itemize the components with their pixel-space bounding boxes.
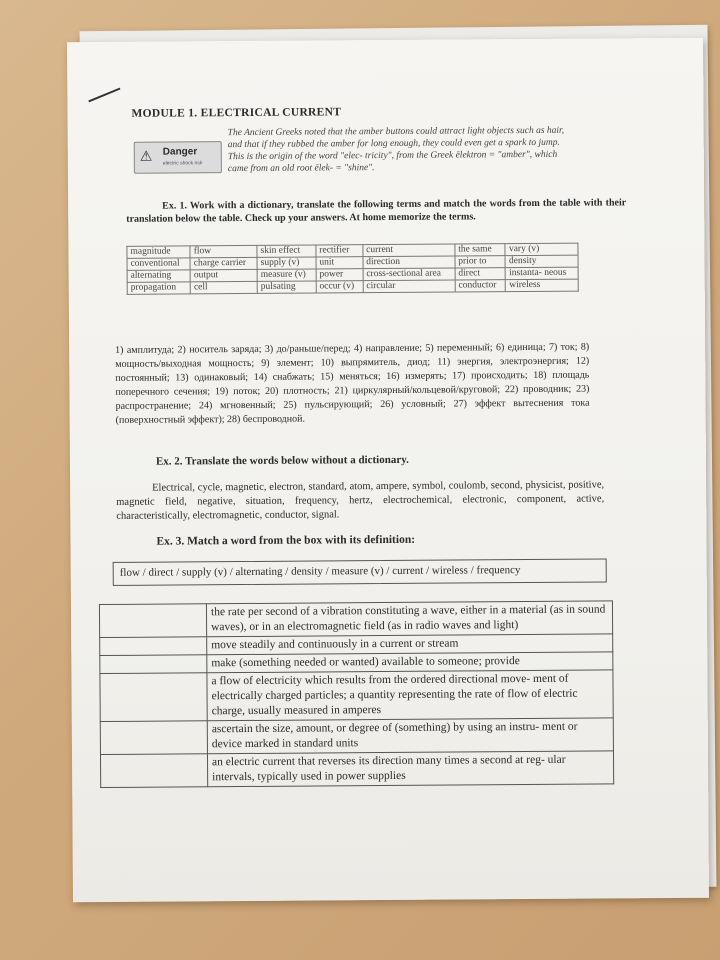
table-cell: conventional xyxy=(127,258,190,270)
definition-cell: move steadily and continuously in a current or stream xyxy=(207,634,613,655)
table-cell: magnitude xyxy=(127,246,190,258)
warning-triangle-icon: ⚠ xyxy=(139,149,153,165)
worksheet-page xyxy=(67,38,709,902)
table-row xyxy=(99,601,612,638)
table-cell: cell xyxy=(190,281,257,293)
table-cell: flow xyxy=(190,245,257,257)
answer-cell xyxy=(100,754,207,788)
table-cell: vary (v) xyxy=(505,243,578,256)
table-cell: unit xyxy=(316,257,363,269)
table-cell: output xyxy=(190,269,257,281)
table-cell: rectifier xyxy=(316,245,363,257)
pen-mark xyxy=(88,88,120,103)
table-cell: direct xyxy=(455,268,506,280)
exercise-2-title: Ex. 2. Translate the words below without a dictionary. xyxy=(155,453,409,468)
table-cell: current xyxy=(363,244,455,257)
table-cell: charge carrier xyxy=(190,257,257,269)
terms-table xyxy=(126,243,578,295)
definition-cell: a flow of electricity which results from the ordered directional move- ment of electrically charged particles; a quantity representing the rate of flow of electric charge, usually measured in amperes xyxy=(207,670,613,721)
exercise-1-lead: Ex. 1. Work with a dictionary, translate the following terms and match the words xyxy=(162,198,516,212)
danger-sign xyxy=(134,141,222,174)
table-cell: instanta- neous xyxy=(506,267,579,280)
table-row xyxy=(100,670,613,722)
answer-cell xyxy=(100,673,207,722)
table-cell: wireless xyxy=(506,279,579,292)
table-cell: conductor xyxy=(455,280,506,292)
table-row xyxy=(127,279,578,294)
danger-sublabel: electric shock risk xyxy=(162,160,203,167)
table-cell: occur (v) xyxy=(316,281,363,293)
exercise-1-rest: from the table with their translation below the table. Check up your answers. At home memorize the terms. xyxy=(126,197,627,225)
table-cell: density xyxy=(505,255,578,268)
table-cell: circular xyxy=(363,280,455,293)
exercise-1-instructions xyxy=(126,196,626,225)
table-row xyxy=(100,751,613,788)
word-box: flow / direct / supply (v) / alternating / density / measure (v) / current / wireless / frequency xyxy=(113,558,607,585)
module-title: MODULE 1. ELECTRICAL CURRENT xyxy=(131,106,342,120)
exercise-2-text: Electrical, cycle, magnetic, electron, standard, atom, ampere, symbol, coulomb, second, physicist, positive, magnetic field, negative, situation, frequency, hertz, electrochemical, electronic, component, active, characteristically, electromagnetic, conductor, signal. xyxy=(116,479,605,522)
answer-cell xyxy=(99,604,206,638)
table-cell: pulsating xyxy=(257,281,316,293)
table-cell: supply (v) xyxy=(257,257,316,269)
definitions-table xyxy=(99,600,614,788)
definition-cell: make (something needed or wanted) available to someone; provide xyxy=(207,652,613,673)
table-cell: propagation xyxy=(127,282,190,294)
table-cell: skin effect xyxy=(257,245,316,257)
table-cell: measure (v) xyxy=(257,269,316,281)
answer-cell xyxy=(100,655,207,674)
table-row xyxy=(100,718,613,755)
table-cell: prior to xyxy=(455,256,506,268)
definition-cell: ascertain the size, amount, or degree of (something) by using an instru- ment or device marked in standard units xyxy=(207,718,613,754)
table-cell: the same xyxy=(455,244,506,256)
definition-cell: an electric current that reverses its direction many times a second at reg- ular intervals, typically used in power supplies xyxy=(207,751,613,787)
table-cell: cross-sectional area xyxy=(363,268,455,281)
definition-cell: the rate per second of a vibration constituting a wave, either in a material (as in sound waves), or in an electromagnetic field (as in radio waves and light) xyxy=(206,601,612,637)
exercise-3-title: Ex. 3. Match a word from the box with its definition: xyxy=(156,533,416,548)
table-cell: direction xyxy=(363,256,455,269)
answer-cell xyxy=(100,721,207,755)
table-cell: power xyxy=(316,269,363,281)
russian-translations: 1) амплитуда; 2) носитель заряда; 3) до/раньше/перед; 4) направление; 5) переменный; 6) единица; 7) ток; 8) мощность/выходная мощность; 9) элемент; 10) выпрямитель, диод; 11) энергия, электроэнергия; 12) постоянный; 13) одинаковый; 14) снабжать; 15) меняться; 16) измерять; 17) происходить; 18) площадь поперечного сечения; 19) поток; 20) плотность; 21) циркулярный/кольцевой/круговой; 22) проводник; 23) распространение; 24) мгновенный; 25) пульсирующий; 26) условный; 27) эффект вытеснения тока (поверхностный эффект); 28) беспроводной. xyxy=(115,341,590,426)
answer-cell xyxy=(100,637,207,656)
danger-label: Danger xyxy=(162,146,198,158)
intro-text: The Ancient Greeks noted that the amber buttons could attract light objects such as hair, and that if they rubbed the amber for long enough, they could even get a spark to jump. This is the origin of the word "elec- tricity", from the Greek ēlektron = "amber", which came from an old root ēlek- = "shine". xyxy=(227,125,565,175)
table-cell: alternating xyxy=(127,270,190,282)
